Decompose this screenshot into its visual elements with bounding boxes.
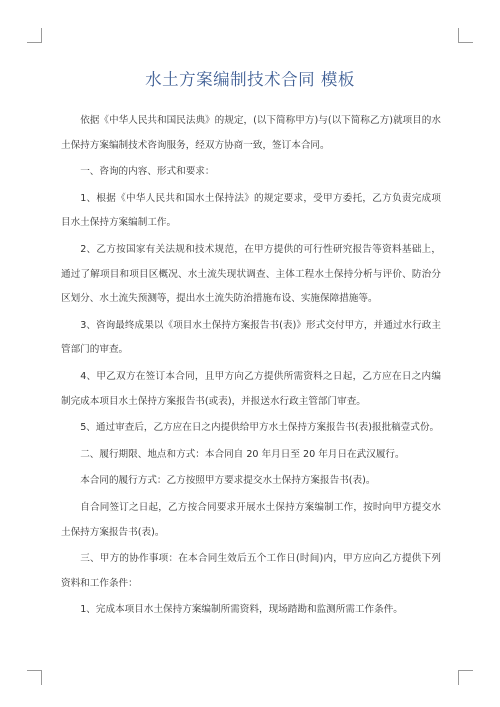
crop-mark-top-right <box>458 28 473 43</box>
paragraph-start-work: 自合同签订之日起，乙方按合同要求开展水土保持方案编制工作，按时向甲方提交水土保持方案报告书(表)。 <box>61 501 441 538</box>
paragraph-clause-3: 3、咨询最终成果以《项目水土保持方案报告书(表)》形式交付甲方，并通过水行政主管部门的审查。 <box>61 319 441 356</box>
crop-mark-bottom-right <box>458 670 473 685</box>
document-title: 水土方案编制技术合同 模板 <box>145 70 355 89</box>
paragraph-cooperation-1: 1、完成本项目水土保持方案编制所需资料，现场踏勘和监测所需工作条件。 <box>80 604 403 616</box>
paragraph-preamble: 依据《中华人民共和国民法典》的规定，(以下简称甲方)与(以下简称乙方)就项目的水土保持方案编制技术咨询服务，经双方协商一致，签订本合同。 <box>61 115 441 151</box>
paragraph-clause-2: 2、乙方按国家有关法规和技术规范，在甲方提供的可行性研究报告等资料基础上，通过了解项目和项目区概况、水土流失现状调查、主体工程水土保持分析与评价、防治分区划分、水土流失预测等，提出水土流失防治措施布设、实施保障措施等。 <box>61 243 441 305</box>
section-heading-cooperation: 三、甲方的协作事项：在本合同生效后五个工作日(时间)内，甲方应向乙方提供下列资料和工作条件： <box>61 553 441 589</box>
paragraph-performance-method: 本合同的履行方式：乙方按照甲方要求提交水土保持方案报告书(表)。 <box>80 475 376 487</box>
crop-mark-bottom-left <box>27 670 42 685</box>
crop-mark-top-left <box>27 28 42 43</box>
paragraph-clause-4: 4、甲乙双方在签订本合同，且甲方向乙方提供所需资料之日起，乙方应在日之内编制完成本项目水土保持方案报告书(或表)，并报送水行政主管部门审查。 <box>61 370 441 407</box>
paragraph-clause-5: 5、通过审查后，乙方应在日之内提供给甲方水土保持方案报告书(表)报批稿壹式份。 <box>80 422 440 434</box>
document-body <box>61 109 441 625</box>
paragraph-clause-1: 1、根据《中华人民共和国水土保持法》的规定要求，受甲方委托，乙方负责完成项目水土保持方案编制工作。 <box>61 192 441 229</box>
section-heading-term: 二、履行期限、地点和方式：本合同自 20 年月日至 20 年月日在武汉履行。 <box>80 448 405 460</box>
section-heading-consulting: 一、咨询的内容、形式和要求： <box>80 166 215 178</box>
